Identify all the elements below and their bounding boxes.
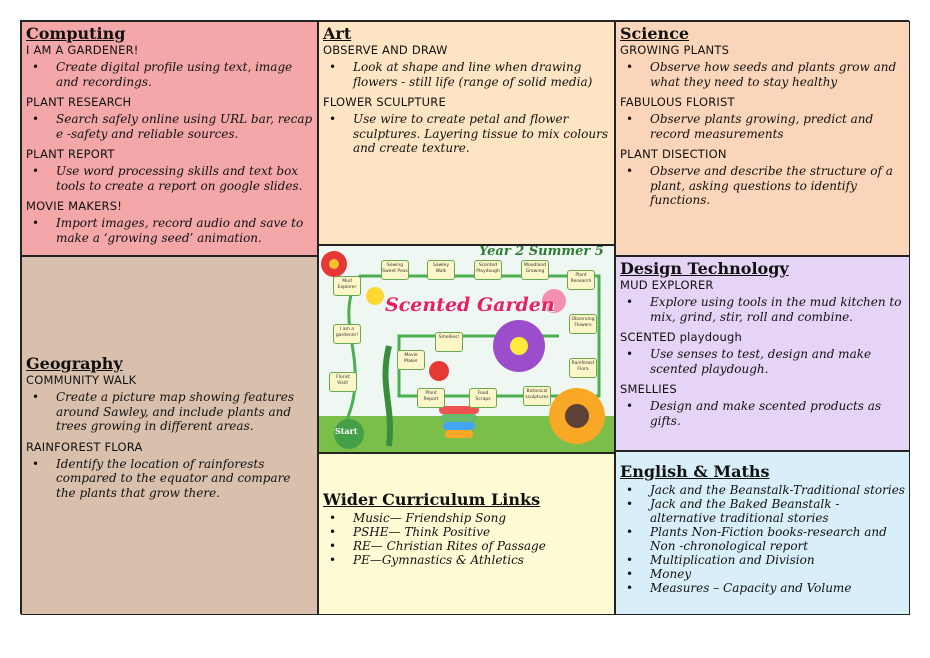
start-label: Start [335,426,358,436]
list-item: • Use word processing skills and text box tools to create a report on google slides. [26,164,313,193]
bullet-list [620,60,905,89]
bullet-list [26,216,313,245]
list-item: • Identify the location of rainforests compared to the equator and compare the plants that grow there. [26,457,313,501]
section-heading: FABULOUS FLORIST [620,95,735,109]
section-heading: PLANT DISECTION [620,147,727,161]
wider-title: Wider Curriculum Links [323,490,541,509]
list-item: • Search safely online using URL bar, recap e -safety and reliable sources. [26,112,313,141]
geography-title: Geography [26,354,123,373]
list-item: • PSHE— Think Positive [323,525,610,539]
list-item: • Observe plants growing, predict and record measurements [620,112,905,141]
board-tile: Florist Visit! [329,372,357,392]
bullet-list [26,390,313,434]
banner-text: Year 2 Summer 5 [479,245,604,259]
dt-title: Design Technology [620,259,789,278]
bullet-list [620,483,905,595]
list-item: • Create digital profile using text, image and recordings. [26,60,313,89]
list-item: • Music— Friendship Song [323,511,610,525]
computing-panel [21,21,318,256]
bullet-list [620,112,905,141]
board-tile: I am a gardener! [333,324,361,344]
list-item: • RE— Christian Rites of Passage [323,539,610,553]
topic-illustration [318,245,615,453]
section-heading: SCENTED playdough [620,330,742,344]
section-heading: SMELLIES [620,382,677,396]
board-tile: Botanical sculptures [523,386,551,406]
list-item: • Look at shape and line when drawing flowers - still life (range of solid media) [323,60,610,89]
list-item: • Money [620,567,905,581]
list-item: • Design and make scented products as gifts. [620,399,905,428]
section-heading: FLOWER SCULPTURE [323,95,446,109]
science-title: Science [620,24,690,43]
wider-curriculum-panel [318,453,615,615]
english-maths-panel [615,451,910,615]
science-panel [615,21,910,256]
section-heading: PLANT REPORT [26,147,115,161]
english-title: English & Maths [620,462,770,481]
list-item: • Use wire to create petal and flower sculptures. Layering tissue to mix colours and create texture. [323,112,610,156]
list-item: • Import images, record audio and save to make a ‘growing seed’ animation. [26,216,313,245]
section-heading: MOVIE MAKERS! [26,199,123,213]
list-item: • Use senses to test, design and make scented playdough. [620,347,905,376]
list-item: • Observe how seeds and plants grow and what they need to stay healthy [620,60,905,89]
curriculum-grid [20,20,909,614]
bullet-list [26,457,313,501]
list-item: • Jack and the Beanstalk-Traditional stories [620,483,905,497]
bullet-list [26,164,313,193]
section-heading: I AM A GARDENER! [26,43,139,57]
list-item: • PE—Gymnastics & Athletics [323,553,610,567]
section-heading: PLANT RESEARCH [26,95,132,109]
bullet-list [620,295,905,324]
board-tile: Smellies! [435,332,463,352]
bullet-list [26,60,313,89]
list-item: • Create a picture map showing features around Sawley, and include plants and trees growing in different areas. [26,390,313,434]
board-tile: Plant Report [417,388,445,408]
art-title: Art [323,24,352,43]
board-tile: Scented Playdough [474,260,502,280]
board-tile: Sowing Sweet Peas [381,260,409,280]
bullet-list [26,112,313,141]
art-panel [318,21,615,245]
board-tile: Movie Maker [397,350,425,370]
bullet-list [323,511,610,567]
board-tile: Observing Flowers [569,314,597,334]
board-tile: Rainforest Flora [569,358,597,378]
section-heading: COMMUNITY WALK [26,373,137,387]
list-item: • Measures – Capacity and Volume [620,581,905,595]
list-item: • Plants Non-Fiction books-research and Non -chronological report [620,525,905,553]
bullet-list [620,347,905,376]
list-item: • Observe and describe the structure of a plant, asking questions to identify functions. [620,164,905,208]
bullet-list [620,399,905,428]
bullet-list [323,112,610,156]
section-heading: OBSERVE AND DRAW [323,43,448,57]
board-tile: Food Scraps [469,388,497,408]
design-technology-panel [615,256,910,451]
board-tile: Woodland Growing [521,260,549,280]
section-heading: MUD EXPLORER [620,278,714,292]
board-tile: Mud Explorer [333,276,361,296]
computing-title: Computing [26,24,126,43]
bullet-list [323,60,610,89]
section-heading: GROWING PLANTS [620,43,730,57]
geography-panel [21,256,318,615]
list-item: • Multiplication and Division [620,553,905,567]
list-item: • Explore using tools in the mud kitchen to mix, grind, stir, roll and combine. [620,295,905,324]
board-tile: Sawley Walk [427,260,455,280]
board-tile: Plant Research [567,270,595,290]
bullet-list [620,164,905,208]
section-heading: RAINFOREST FLORA [26,439,143,454]
list-item: • Jack and the Baked Beanstalk - alternative traditional stories [620,497,905,525]
topic-title: Scented Garden [385,294,555,316]
